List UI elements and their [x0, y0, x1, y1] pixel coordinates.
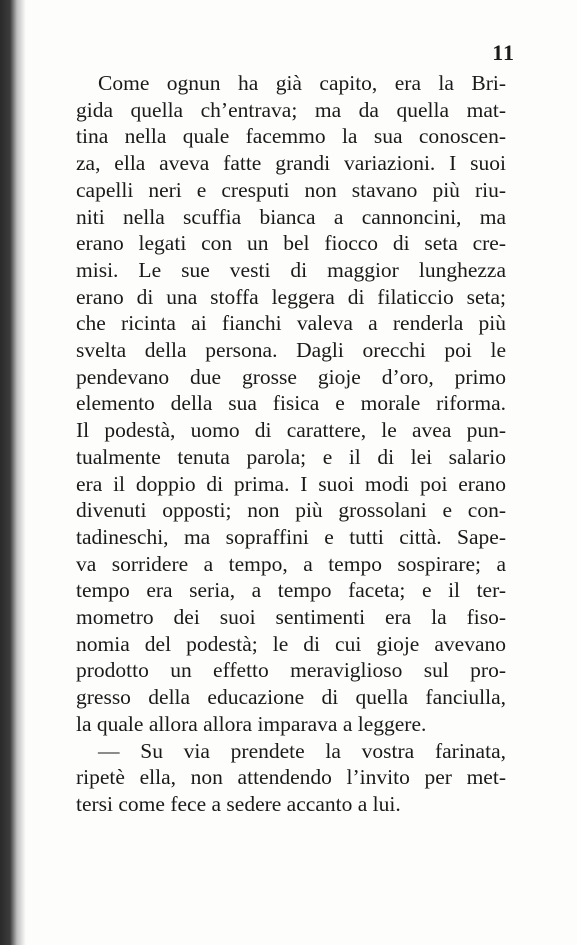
text-line: la quale allora allora imparava a leggere.: [76, 711, 427, 736]
text-line: pendevano due grosse gioje d’oro, primo: [76, 364, 506, 389]
binding-gutter: [0, 0, 26, 945]
page-number: 11: [492, 40, 515, 65]
text-line: era il doppio di prima. I suoi modi poi erano: [76, 471, 506, 496]
text-line: tempo era seria, a tempo faceta; e il ter-: [76, 578, 506, 603]
text-line: mometro dei suoi sentimenti era la fiso-: [76, 605, 506, 630]
text-line: divenuti opposti; non più grossolani e con-: [76, 498, 506, 523]
text-line: tersi come fece a sedere accanto a lui.: [76, 791, 401, 816]
text-line: za, ella aveva fatte grandi variazioni. I suoi: [76, 151, 506, 176]
text-line: gresso della educazione di quella fanciulla,: [76, 685, 506, 710]
text-line: tualmente tenuta parola; e il di lei salario: [76, 444, 506, 469]
text-line: va sorridere a tempo, a tempo sospirare; a: [76, 551, 506, 576]
body-text: [76, 70, 506, 818]
text-line: erano legati con un bel fiocco di seta cre-: [76, 231, 506, 256]
text-line: gida quella ch’entrava; ma da quella mat-: [76, 97, 506, 122]
text-line: che ricinta ai fianchi valeva a renderla più: [76, 311, 506, 336]
text-line: tadineschi, ma sopraffini e tutti città. Sape-: [76, 524, 506, 549]
text-line: elemento della sua fisica e morale riforma.: [76, 391, 506, 416]
text-line: — Su via prendete la vostra farinata,: [98, 738, 506, 763]
text-line: tina nella quale facemmo la sua conoscen-: [76, 124, 506, 149]
text-line: Il podestà, uomo di carattere, le avea pun-: [76, 418, 506, 443]
text-line: svelta della persona. Dagli orecchi poi le: [76, 338, 506, 363]
text-line: prodotto un effetto meraviglioso sul pro-: [76, 658, 506, 683]
text-line: ripetè ella, non attendendo l’invito per met-: [76, 765, 506, 790]
text-line: Come ognun ha già capito, era la Bri-: [98, 71, 506, 95]
text-line: misi. Le sue vesti di maggior lunghezza: [76, 257, 506, 282]
text-line: capelli neri e cresputi non stavano più riu-: [76, 177, 506, 202]
text-line: erano di una stoffa leggera di filaticcio seta;: [76, 284, 506, 309]
text-line: niti nella scuffia bianca a cannoncini, ma: [76, 204, 506, 229]
text-line: nomia del podestà; le di cui gioje avevano: [76, 631, 506, 656]
